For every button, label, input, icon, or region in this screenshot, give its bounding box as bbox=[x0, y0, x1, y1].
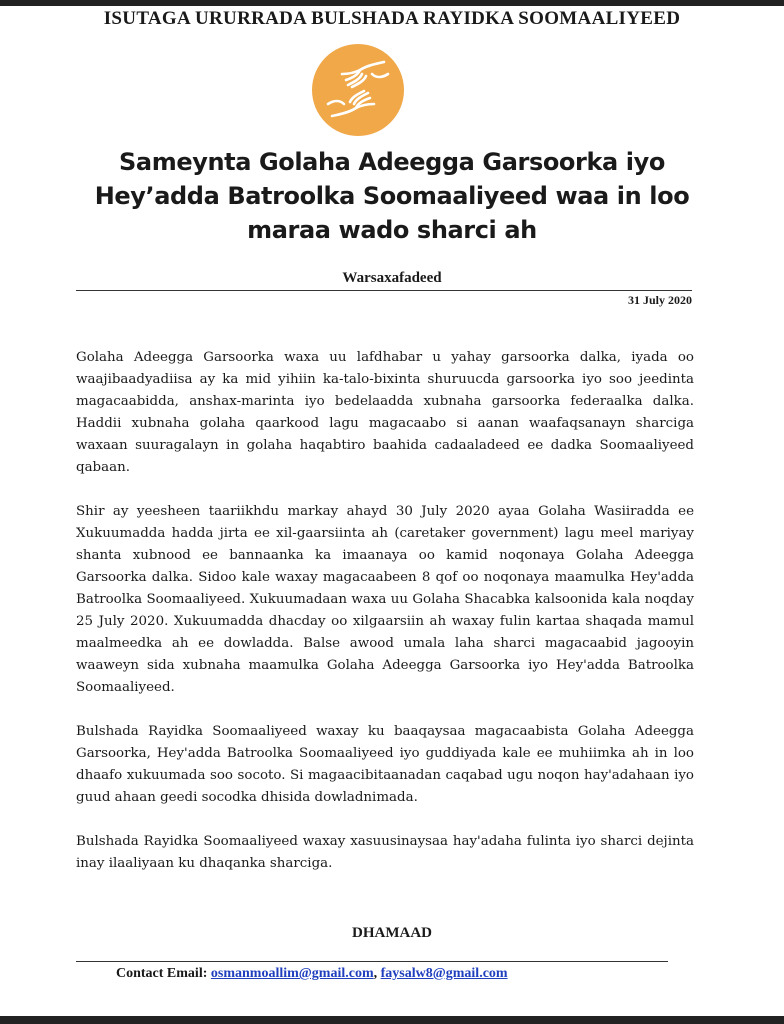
contact-line bbox=[116, 966, 508, 982]
document-date: 31 July 2020 bbox=[627, 293, 692, 307]
email-separator: , bbox=[373, 966, 378, 981]
paragraph: Shir ay yeesheen taariikhdu markay ahayd 30 July 2020 ayaa Golaha Wasiiradda ee Xukuumadda hadda jirta ee xil-gaarsiinta ah (caretaker government) lagu meel mariyay shanta xubnood ee bannaanka ka imaanaya oo kamid noqonaya Golaha Adeegga Garsoorka dalka. Sidoo kale waxay magacaabeen 8 qof oo noqonaya maamulka Hey'adda Batroolka Soomaaliyeed. Xukuumadaan waxa uu Golaha Shacabka kalsoonida kala noqday 25 July 2020. Xukuumadda dhacday oo xilgaarsiin ah waxay fulin kartaa shaqada mamul maalmeedka ah ee dowladda. Balse awood umala laha sharci magacaabid jagooyin waaweyn sida xubnaha maamulka Golaha Adeegga Garsoorka iyo Hey'adda Batroolka Soomaaliyeed. bbox=[76, 504, 694, 695]
contact-label: Contact Email: bbox=[116, 966, 208, 981]
header-divider bbox=[76, 290, 692, 291]
paragraph: Golaha Adeegga Garsoorka waxa uu lafdhabar u yahay garsoorka dalka, iyada oo waajibaadyadiisa ay ka mid yihiin ka-talo-bixinta shuruucda garsoorka iyo soo jeedinta magacaabidda, anshax-marinta iyo bedelaadda xubnaha garsoorka federaalka dalka. Haddii xubnaha golaha qaarkood lagu magacaabo si aanan waafaqsanayn sharciga waxaan suuragalayn in golaha haqabtiro baahida cadaaladeed ee dadka Soomaaliyeed qabaan. bbox=[76, 350, 694, 475]
bottom-edge-bar bbox=[0, 1016, 784, 1024]
paragraph: Bulshada Rayidka Soomaaliyeed waxay xasuusinaysaa hay'adaha fulinta iyo sharci dejinta inay ilaaliyaan ku dhaqanka sharciga. bbox=[76, 834, 694, 871]
footer-divider bbox=[76, 961, 668, 962]
document-type-label: Warsaxafadeed bbox=[342, 270, 442, 286]
document-title: Sameynta Golaha Adeegga Garsoorka iyo Hey’adda Batroolka Soomaaliyeed waa in loo maraa wado sharci ah bbox=[94, 148, 690, 244]
organization-header: ISUTAGA URURRADA BULSHADA RAYIDKA SOOMAALIYEED bbox=[103, 8, 681, 29]
hands-circle-logo-icon bbox=[312, 44, 404, 136]
top-edge-bar bbox=[0, 0, 784, 6]
email-link-2[interactable]: faysalw8@gmail.com bbox=[380, 966, 508, 981]
email-link-1[interactable]: osmanmoallim@gmail.com bbox=[210, 966, 374, 981]
document-body bbox=[76, 347, 694, 897]
closing-mark: DHAMAAD bbox=[352, 925, 432, 941]
paragraph: Bulshada Rayidka Soomaaliyeed waxay ku baaqaysaa magacaabista Golaha Adeegga Garsoorka, Hey'adda Batroolka Soomaaliyeed iyo guddiyada kale ee muhiimka ah in loo dhaafo xukuumada soo socoto. Si magaacibitaanadan caqabad ugu noqon hay'adahaan iyo guud ahaan geedi socodka dhisida dowladnimada. bbox=[76, 724, 694, 805]
